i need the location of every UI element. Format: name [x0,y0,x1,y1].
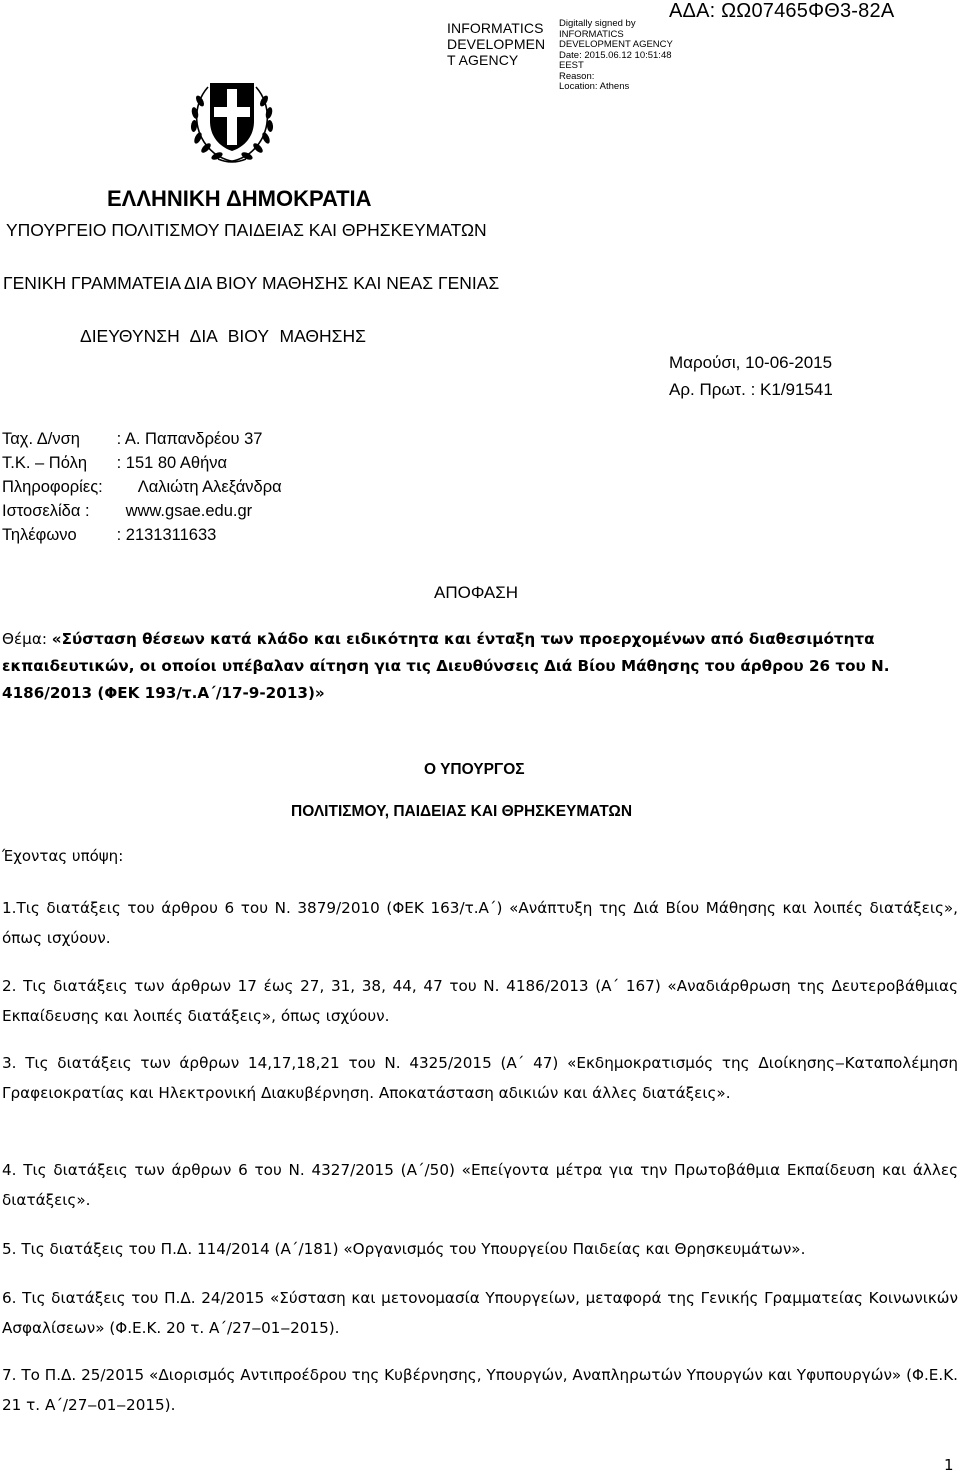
greek-emblem-icon [186,71,278,167]
signature-org-line: DEVELOPMEN [447,36,546,52]
contact-label: Ταχ. Δ/νση [2,430,80,448]
ada-code: ΑΔΑ: ΩΩ07465ΦΘ3-82Α [669,0,895,22]
header-directorate: ΔΙΕΥΘΥΝΣΗ ΔΙΑ ΒΙΟΥ ΜΑΘΗΣΗΣ [80,326,366,346]
contact-row [2,475,282,499]
list-item: 6. Τις διατάξεις του Π.Δ. 24/2015 «Σύσταση και μετονομασία Υπουργείων, μεταφορά της Γενικής Γραμματείας Κοινωνικών Ασφαλίσεων» (Φ.Ε.Κ. 20 τ. Α΄/27‒01‒2015). [2,1289,958,1337]
list-item: 5. Τις διατάξεις του Π.Δ. 114/2014 (Α΄/181) «Οργανισμός του Υπουργείου Παιδείας και Θρησκευμάτων». [2,1240,806,1258]
contact-value: : 151 80 Αθήνα [116,454,228,472]
contact-label: Ιστοσελίδα : [2,502,90,520]
contact-row [2,451,282,475]
contact-row [2,499,282,523]
contact-value: www.gsae.edu.gr [125,502,253,520]
subject-block [2,626,890,707]
signature-detail-line: INFORMATICS [559,28,624,40]
signature-org-line: INFORMATICS [447,20,544,36]
list-item: 1.Τις διατάξεις του άρθρου 6 του Ν. 3879/2010 (ΦΕΚ 163/τ.Α΄) «Ανάπτυξη της Διά Βίου Μάθησης και λοιπές διατάξεις», όπως ισχύουν. [2,899,958,947]
signature-detail-line: Date: 2015.06.12 10:51:48 [559,49,672,61]
protocol-number: Αρ. Πρωτ. : Κ1/91541 [669,380,833,399]
signature-detail-line: Location: Athens [559,81,630,92]
signature-detail-line: Digitally signed by [559,18,636,29]
subject-line: εκπαιδευτικών, οι οποίοι υπέβαλαν αίτηση για τις Διευθύνσεις Διά Βίου Μάθησης του άρθρου 26 του Ν. [2,657,890,675]
contact-row [2,427,282,451]
list-item: 2. Τις διατάξεις των άρθρων 17 έως 27, 31, 38, 44, 47 του Ν. 4186/2013 (Α΄ 167) «Αναδιάρθρωση της Δευτεροβάθμιας Εκπαίδευσης και λοιπές διατάξεις», όπως ισχύουν. [2,977,958,1025]
subject-line: 4186/2013 (ΦΕΚ 193/τ.Α΄/17-9-2013)» [2,684,325,702]
signature-org-line: T AGENCY [447,52,519,68]
contact-block [2,427,282,547]
contact-row [2,523,282,547]
having-regard-label: Έχοντας υπόψη: [2,847,124,865]
page-number: 1 [944,1456,954,1474]
subject-prefix: Θέμα: [2,630,52,648]
header-general-secretariat: ΓΕΝΙΚΗ ΓΡΑΜΜΑΤΕΙΑ ΔΙΑ ΒΙΟΥ ΜΑΘΗΣΗΣ ΚΑΙ ΝΕΑΣ ΓΕΝΙΑΣ [3,273,500,293]
header-country: ΕΛΛΗΝΙΚΗ ΔΗΜΟΚΡΑΤΙΑ [107,186,372,211]
decision-title: ΑΠΟΦΑΣΗ [434,583,519,602]
contact-value: : Α. Παπανδρέου 37 [116,430,263,448]
list-item: 7. Το Π.Δ. 25/2015 «Διορισμός Αντιπροέδρου της Κυβέρνησης, Υπουργών, Αναπληρωτών Υπουργών και Υφυπουργών» (Φ.Ε.Κ. 21 τ. Α΄/27‒01‒2015). [2,1366,958,1414]
signature-detail-line: DEVELOPMENT AGENCY [559,39,673,50]
contact-value: Λαλιώτη Αλεξάνδρα [137,478,282,496]
contact-label: Πληροφορίες: [2,478,103,496]
list-item: 3. Τις διατάξεις των άρθρων 14,17,18,21 του Ν. 4325/2015 (Α΄ 47) «Εκδημοκρατισμός της Διοίκησης‒Καταπολέμηση Γραφειοκρατίας και Ηλεκτρονική Διακυβέρνηση. Αποκατάσταση αδικιών και άλλες διατάξεις». [2,1054,958,1102]
list-item: 4. Τις διατάξεις των άρθρων 6 του Ν. 4327/2015 (Α΄/50) «Επείγοντα μέτρα για την Πρωτοβάθμια Εκπαίδευση και άλλες διατάξεις». [2,1161,958,1209]
subject-line [2,626,890,653]
signature-detail-line: EEST [559,60,584,71]
place-date: Μαρούσι, 10-06-2015 [669,353,833,372]
subject-text: «Σύσταση θέσεων κατά κλάδο και ειδικότητα και ένταξη των προερχομένων από διαθεσιμότητα [51,630,875,648]
contact-label: Τηλέφωνο [2,526,77,544]
minister-title: Ο ΥΠΟΥΡΓΟΣ [424,761,525,778]
signature-detail-line: Reason: [559,70,595,82]
contact-label: Τ.Κ. – Πόλη [2,454,87,472]
minister-ministry: ΠΟΛΙΤΙΣΜΟΥ, ΠΑΙΔΕΙΑΣ ΚΑΙ ΘΡΗΣΚΕΥΜΑΤΩΝ [291,803,633,820]
header-ministry: ΥΠΟΥΡΓΕΙΟ ΠΟΛΙΤΙΣΜΟΥ ΠΑΙΔΕΙΑΣ ΚΑΙ ΘΡΗΣΚΕΥΜΑΤΩΝ [6,220,487,240]
signature-details [559,19,673,93]
contact-value: : 2131311633 [116,526,217,544]
signature-organization [447,20,545,68]
